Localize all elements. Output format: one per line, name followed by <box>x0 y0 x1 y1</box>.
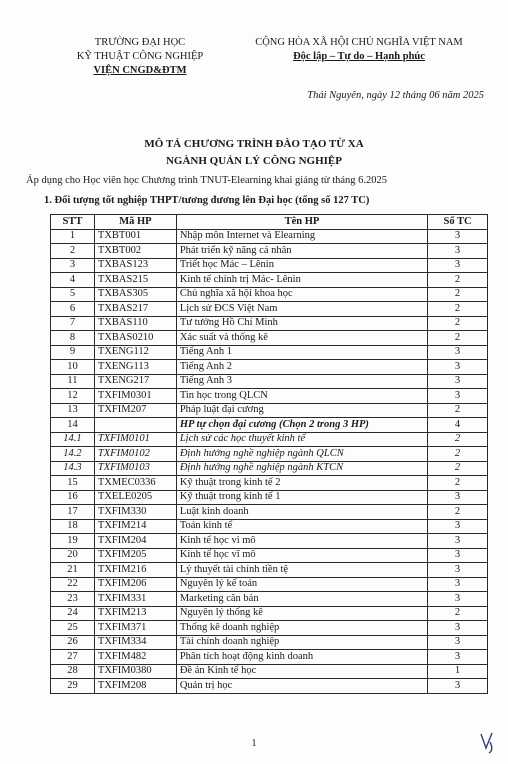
cell-stt: 18 <box>51 519 95 534</box>
cell-stt: 24 <box>51 606 95 621</box>
cell-name: HP tự chọn đại cương (Chọn 2 trong 3 HP) <box>176 418 427 433</box>
cell-name: Quản trị học <box>176 679 427 694</box>
cell-stt: 25 <box>51 621 95 636</box>
cell-credits: 3 <box>428 244 488 259</box>
cell-credits: 2 <box>428 476 488 491</box>
cell-credits: 3 <box>428 679 488 694</box>
table-header-row <box>51 215 488 230</box>
cell-code: TXBAS123 <box>94 258 176 273</box>
cell-code: TXFIM205 <box>94 548 176 563</box>
country-name: CỘNG HÒA XÃ HỘI CHỦ NGHĨA VIỆT NAM <box>255 37 463 48</box>
page-number: 1 <box>251 738 257 749</box>
table-row <box>51 244 488 259</box>
cell-credits: 2 <box>428 447 488 462</box>
cell-code: TXBAS215 <box>94 273 176 288</box>
table-row <box>51 302 488 317</box>
cell-name: Lý thuyết tài chính tiền tệ <box>176 563 427 578</box>
document-title: MÔ TẢ CHƯƠNG TRÌNH ĐÀO TẠO TỪ XA <box>144 138 364 150</box>
cell-code: TXFIM214 <box>94 519 176 534</box>
curriculum-table <box>50 214 488 694</box>
cell-name: Tiếng Anh 1 <box>176 345 427 360</box>
cell-stt: 19 <box>51 534 95 549</box>
cell-name: Nguyên lý kế toán <box>176 577 427 592</box>
cell-stt: 16 <box>51 490 95 505</box>
national-header <box>228 36 490 64</box>
cell-name: Tiếng Anh 2 <box>176 360 427 375</box>
cell-credits: 4 <box>428 418 488 433</box>
cell-name: Kỹ thuật trong kinh tế 2 <box>176 476 427 491</box>
table-row <box>51 650 488 665</box>
table-row <box>51 592 488 607</box>
table-row <box>51 432 488 447</box>
cell-credits: 2 <box>428 287 488 302</box>
cell-name: Kinh tế học vi mô <box>176 534 427 549</box>
table-row <box>51 606 488 621</box>
cell-code: TXFIM0102 <box>94 447 176 462</box>
cell-code <box>94 418 176 433</box>
cell-code: TXBAS110 <box>94 316 176 331</box>
cell-name: Xác suất và thống kê <box>176 331 427 346</box>
issuer-block <box>40 36 240 78</box>
table-row <box>51 577 488 592</box>
cell-name: Kinh tế chính trị Mác- Lênin <box>176 273 427 288</box>
cell-credits: 3 <box>428 258 488 273</box>
cell-name: Phân tích hoạt động kinh doanh <box>176 650 427 665</box>
table-row <box>51 229 488 244</box>
cell-credits: 1 <box>428 664 488 679</box>
cell-code: TXENG112 <box>94 345 176 360</box>
cell-name: Định hướng nghề nghiệp ngành KTCN <box>176 461 427 476</box>
cell-credits: 3 <box>428 563 488 578</box>
cell-code: TXBT001 <box>94 229 176 244</box>
cell-credits: 2 <box>428 461 488 476</box>
cell-name: Nguyên lý thống kê <box>176 606 427 621</box>
cell-name: Đề án Kinh tế học <box>176 664 427 679</box>
cell-stt: 12 <box>51 389 95 404</box>
cell-stt: 14.3 <box>51 461 95 476</box>
cell-stt: 22 <box>51 577 95 592</box>
cell-code: TXFIM204 <box>94 534 176 549</box>
institute-name: VIỆN CNGD&ĐTM <box>93 65 187 76</box>
cell-credits: 2 <box>428 505 488 520</box>
cell-name: Tư tưởng Hồ Chí Minh <box>176 316 427 331</box>
cell-credits: 2 <box>428 432 488 447</box>
cell-code: TXFIM206 <box>94 577 176 592</box>
cell-stt: 20 <box>51 548 95 563</box>
cell-stt: 5 <box>51 287 95 302</box>
cell-stt: 17 <box>51 505 95 520</box>
cell-credits: 2 <box>428 316 488 331</box>
table-row <box>51 331 488 346</box>
motto: Độc lập – Tự do – Hạnh phúc <box>293 51 425 62</box>
cell-stt: 4 <box>51 273 95 288</box>
cell-stt: 11 <box>51 374 95 389</box>
table-row <box>51 345 488 360</box>
table-row <box>51 389 488 404</box>
cell-code: TXFIM334 <box>94 635 176 650</box>
cell-name: Triết học Mác – Lênin <box>176 258 427 273</box>
cell-code: TXENG217 <box>94 374 176 389</box>
table-row <box>51 534 488 549</box>
table-row <box>51 273 488 288</box>
cell-name: Lịch sử các học thuyết kinh tế <box>176 432 427 447</box>
cell-stt: 29 <box>51 679 95 694</box>
cell-name: Tiếng Anh 3 <box>176 374 427 389</box>
table-row <box>51 519 488 534</box>
cell-name: Marketing căn bản <box>176 592 427 607</box>
cell-stt: 1 <box>51 229 95 244</box>
cell-credits: 3 <box>428 389 488 404</box>
cell-name: Tin học trong QLCN <box>176 389 427 404</box>
cell-code: TXMEC0336 <box>94 476 176 491</box>
section-heading: 1. Đối tượng tốt nghiệp THPT/tương đương lên Đại học (tổng số 127 TC) <box>44 195 370 206</box>
cell-stt: 23 <box>51 592 95 607</box>
cell-code: TXFIM330 <box>94 505 176 520</box>
table-row <box>51 258 488 273</box>
cell-code: TXFIM0103 <box>94 461 176 476</box>
cell-stt: 8 <box>51 331 95 346</box>
table-row <box>51 563 488 578</box>
cell-stt: 14.1 <box>51 432 95 447</box>
cell-code: TXBAS305 <box>94 287 176 302</box>
table-row <box>51 505 488 520</box>
cell-credits: 2 <box>428 302 488 317</box>
table-row <box>51 316 488 331</box>
cell-name: Lịch sử ĐCS Việt Nam <box>176 302 427 317</box>
university-name-line2: KỸ THUẬT CÔNG NGHIỆP <box>76 51 204 62</box>
cell-code: TXFIM482 <box>94 650 176 665</box>
university-name-line1: TRƯỜNG ĐẠI HỌC <box>94 37 186 48</box>
cell-stt: 3 <box>51 258 95 273</box>
cell-stt: 10 <box>51 360 95 375</box>
cell-credits: 2 <box>428 606 488 621</box>
cell-credits: 3 <box>428 534 488 549</box>
cell-code: TXELE0205 <box>94 490 176 505</box>
cell-name: Thống kê doanh nghiệp <box>176 621 427 636</box>
cell-code: TXFIM0101 <box>94 432 176 447</box>
cell-stt: 15 <box>51 476 95 491</box>
cell-stt: 21 <box>51 563 95 578</box>
cell-stt: 26 <box>51 635 95 650</box>
cell-stt: 13 <box>51 403 95 418</box>
cell-credits: 3 <box>428 650 488 665</box>
cell-stt: 14 <box>51 418 95 433</box>
cell-stt: 6 <box>51 302 95 317</box>
cell-code: TXFIM0301 <box>94 389 176 404</box>
cell-name: Định hướng nghề nghiệp ngành QLCN <box>176 447 427 462</box>
cell-credits: 3 <box>428 577 488 592</box>
cell-name: Phát triển kỹ năng cá nhân <box>176 244 427 259</box>
table-row <box>51 679 488 694</box>
initials-mark <box>478 730 498 759</box>
cell-code: TXENG113 <box>94 360 176 375</box>
table-row <box>51 664 488 679</box>
cell-name: Kinh tế học vĩ mô <box>176 548 427 563</box>
cell-name: Chủ nghĩa xã hội khoa học <box>176 287 427 302</box>
cell-stt: 9 <box>51 345 95 360</box>
table-row <box>51 287 488 302</box>
apply-note: Áp dụng cho Học viên học Chương trình TNUT-Elearning khai giảng từ tháng 6.2025 <box>26 175 388 186</box>
col-header-code: Mã HP <box>94 215 176 230</box>
table-row <box>51 621 488 636</box>
cell-stt: 7 <box>51 316 95 331</box>
cell-name: Toán kinh tế <box>176 519 427 534</box>
cell-credits: 3 <box>428 360 488 375</box>
cell-credits: 3 <box>428 621 488 636</box>
cell-credits: 3 <box>428 345 488 360</box>
table-row <box>51 490 488 505</box>
cell-code: TXFIM213 <box>94 606 176 621</box>
cell-stt: 27 <box>51 650 95 665</box>
cell-code: TXFIM331 <box>94 592 176 607</box>
handwritten-initials-icon <box>478 730 498 754</box>
table-row <box>51 635 488 650</box>
table-row <box>51 360 488 375</box>
col-header-credits: Số TC <box>428 215 488 230</box>
cell-credits: 3 <box>428 635 488 650</box>
document-subtitle: NGÀNH QUẢN LÝ CÔNG NGHIỆP <box>165 155 342 167</box>
cell-code: TXBT002 <box>94 244 176 259</box>
cell-name: Pháp luật đại cương <box>176 403 427 418</box>
cell-credits: 3 <box>428 548 488 563</box>
cell-code: TXFIM0380 <box>94 664 176 679</box>
table-row <box>51 418 488 433</box>
cell-code: TXFIM216 <box>94 563 176 578</box>
cell-code: TXFIM208 <box>94 679 176 694</box>
cell-code: TXBAS217 <box>94 302 176 317</box>
cell-credits: 3 <box>428 490 488 505</box>
cell-name: Nhập môn Internet và Elearning <box>176 229 427 244</box>
cell-stt: 14.2 <box>51 447 95 462</box>
cell-credits: 2 <box>428 331 488 346</box>
cell-name: Kỹ thuật trong kinh tế 1 <box>176 490 427 505</box>
col-header-stt: STT <box>51 215 95 230</box>
table-row <box>51 374 488 389</box>
table-row <box>51 447 488 462</box>
table-row <box>51 403 488 418</box>
cell-credits: 3 <box>428 229 488 244</box>
cell-code: TXFIM207 <box>94 403 176 418</box>
document-date: Thái Nguyên, ngày 12 tháng 06 năm 2025 <box>307 90 484 101</box>
table-row <box>51 461 488 476</box>
table-body <box>51 229 488 693</box>
cell-credits: 3 <box>428 592 488 607</box>
table-row <box>51 476 488 491</box>
cell-credits: 3 <box>428 374 488 389</box>
cell-code: TXBAS0210 <box>94 331 176 346</box>
cell-credits: 2 <box>428 403 488 418</box>
cell-credits: 2 <box>428 273 488 288</box>
cell-stt: 28 <box>51 664 95 679</box>
table-row <box>51 548 488 563</box>
cell-name: Luật kinh doanh <box>176 505 427 520</box>
cell-name: Tài chính doanh nghiệp <box>176 635 427 650</box>
cell-credits: 3 <box>428 519 488 534</box>
cell-stt: 2 <box>51 244 95 259</box>
cell-code: TXFIM371 <box>94 621 176 636</box>
col-header-name: Tên HP <box>176 215 427 230</box>
